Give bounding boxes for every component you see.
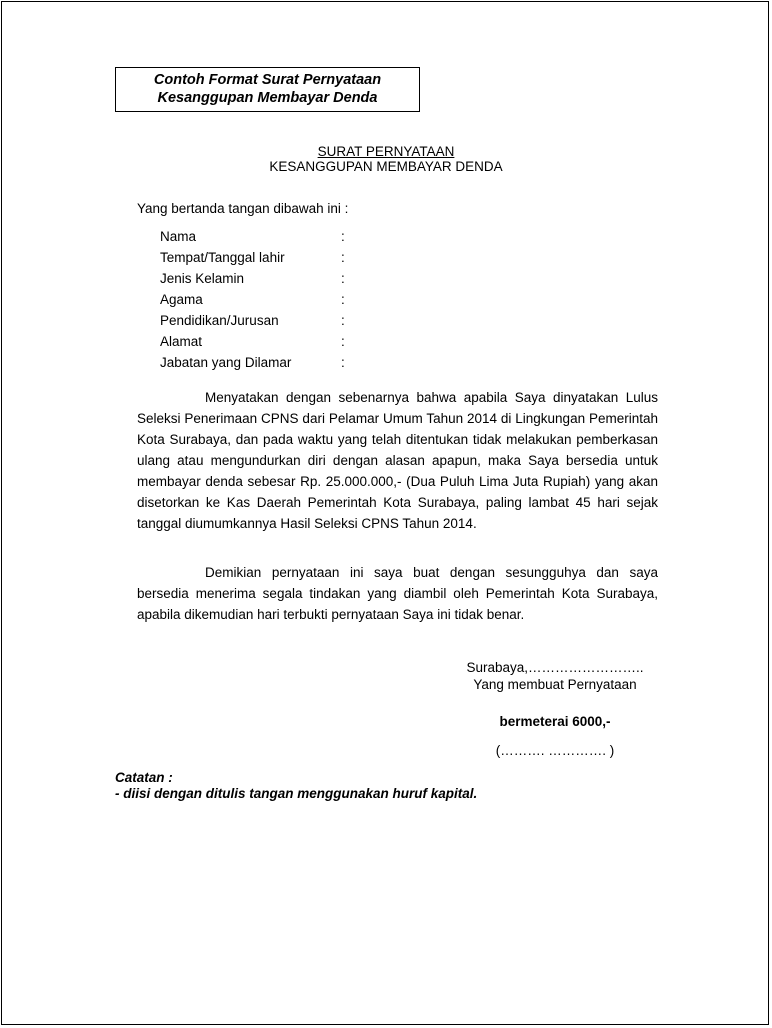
- field-colon: :: [341, 355, 345, 370]
- stamp-duty-label: bermeterai 6000,-: [499, 714, 611, 729]
- field-colon: :: [341, 334, 345, 349]
- letter-title-sub: KESANGGUPAN MEMBAYAR DENDA: [269, 159, 503, 174]
- signature-maker-label: Yang membuat Pernyataan: [473, 677, 637, 692]
- statement-paragraph-text: Menyatakan dengan sebenarnya bahwa apabila Saya dinyatakan Lulus Seleksi Penerimaan CPNS dari Pelamar Umum Tahun 2014 di Lingkungan Pemerintah Kota Surabaya, dan pada waktu yang telah ditentukan tidak melakukan pemberkasan ulang atau mengundurkan diri dengan alasan apapun, maka Saya bersedia untuk membayar denda sebesar Rp. 25.000.000,- (Dua Puluh Lima Juta Rupiah) yang akan disetorkan ke Kas Daerah Pemerintah Kota Surabaya, paling lambat 45 hari sejak tanggal diumumkannya Hasil Seleksi CPNS Tahun 2014.: [137, 390, 658, 531]
- field-colon: :: [341, 229, 345, 244]
- field-colon: :: [341, 292, 345, 307]
- letter-title: [0, 144, 772, 174]
- signature-name-placeholder: (………. …………. ): [495, 743, 615, 758]
- format-caption-box: [115, 67, 420, 112]
- format-caption-line-2: Kesanggupan Membayar Denda: [157, 90, 378, 106]
- closing-paragraph-text: Demikian pernyataan ini saya buat dengan sesungguhya dan saya bersedia menerima segala tindakan yang diambil oleh Pemerintah Kota Surabaya, apabila dikemudian hari terbukti pernyataan Saya ini tidak benar.: [137, 565, 658, 622]
- opening-line: Yang bertanda tangan dibawah ini :: [137, 201, 349, 216]
- field-label: Jenis Kelamin: [160, 271, 245, 286]
- statement-paragraph: [137, 387, 658, 534]
- signature-place-date: Surabaya,……………………..: [466, 660, 644, 675]
- letter-title-main: SURAT PERNYATAAN: [317, 144, 455, 159]
- field-label: Pendidikan/Jurusan: [160, 313, 279, 328]
- field-label: Alamat: [160, 334, 203, 349]
- field-label: Jabatan yang Dilamar: [160, 355, 292, 370]
- field-colon: :: [341, 313, 345, 328]
- field-colon: :: [341, 250, 345, 265]
- field-label: Nama: [160, 229, 197, 244]
- format-caption-line-1: Contoh Format Surat Pernyataan: [153, 72, 382, 88]
- closing-paragraph: [137, 562, 658, 625]
- field-label: Tempat/Tanggal lahir: [160, 250, 285, 265]
- note-text: - diisi dengan ditulis tangan menggunakan huruf kapital.: [115, 786, 478, 801]
- field-colon: :: [341, 271, 345, 286]
- field-label: Agama: [160, 292, 203, 307]
- note-block: [115, 770, 477, 802]
- note-heading: Catatan :: [115, 770, 173, 785]
